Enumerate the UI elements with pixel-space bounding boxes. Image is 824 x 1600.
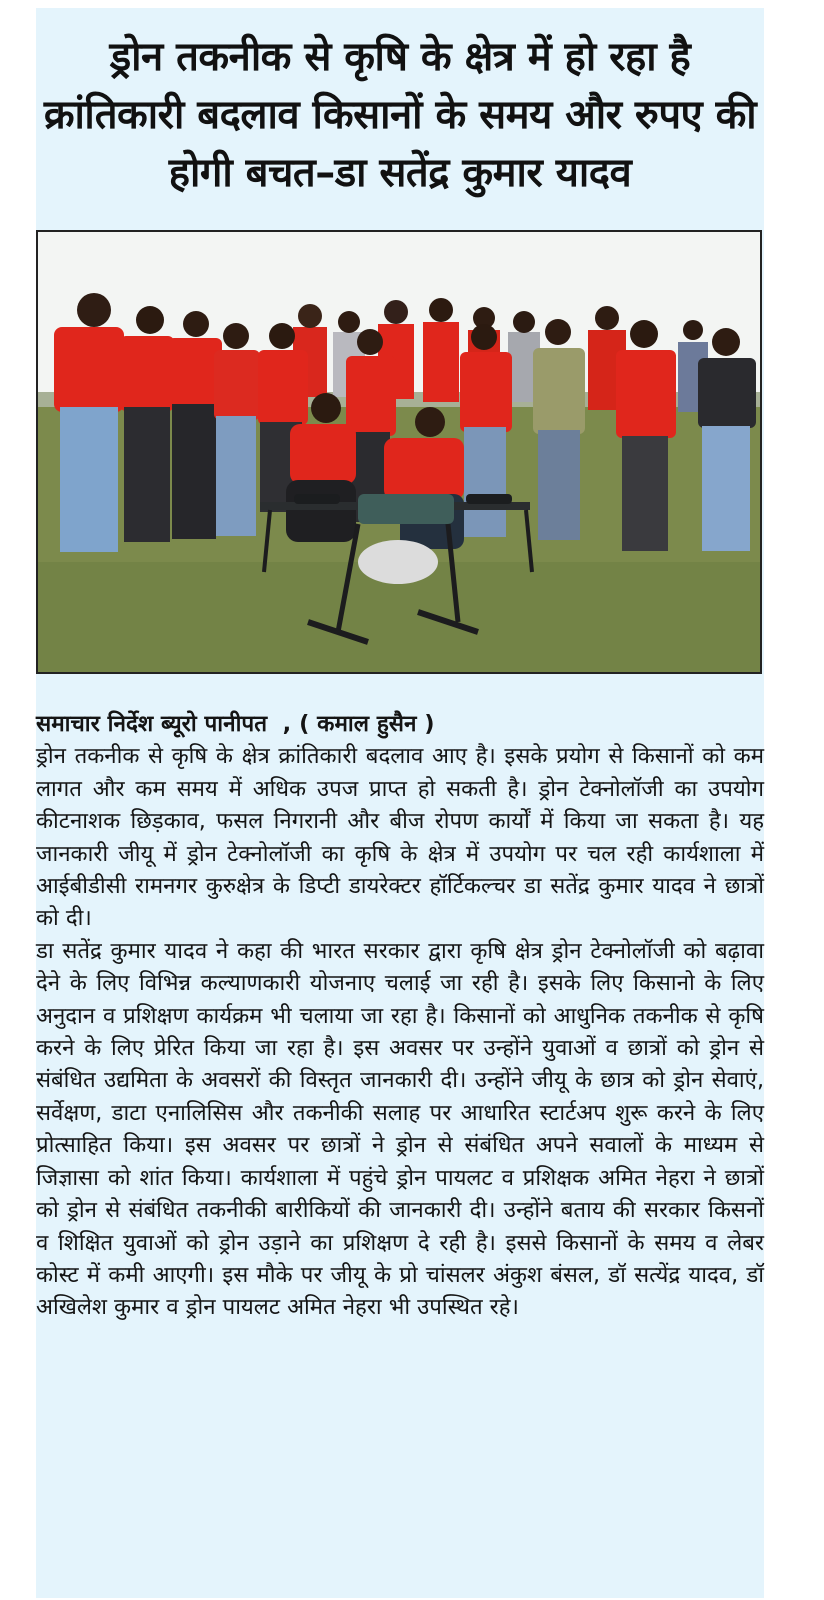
- article-paragraph-2: डा सतेंद्र कुमार यादव ने कहा की भारत सरकार द्वारा कृषि क्षेत्र ड्रोन टेक्नोलॉजी को बढ़ावा देने के लिए विभिन्न कल्याणकारी योजनाए चलाई जा रही है। इसके लिए किसानो के लिए अनुदान व प्रशिक्षण कार्यक्रम भी चलाया जा रहा है। किसानों को आधुनिक तकनीक से कृषि करने के लिए प्रेरित किया जा रहा है। इस अवसर पर उन्होंने युवाओं व छात्रों को ड्रोन से संबंधित उद्यमिता के अवसरों की विस्तृत जानकारी दी। उन्होंने जीयू के छात्र को ड्रोन सेवाएं, सर्वेक्षण, डाटा एनालिसिस और तकनीकी सलाह पर आधारित स्टार्टअप शुरू करने के लिए प्रोत्साहित किया। इस अवसर पर छात्रों ने ड्रोन से संबंधित अपने सवालों के माध्यम से जिज्ञासा को शांत किया। कार्यशाला में पहुंचे ड्रोन पायलट व प्रशिक्षक अमित नेहरा ने छात्रों को ड्रोन से संबंधित तकनीकी बारीकियों की जानकारी दी। उन्होंने बताय की सरकार किसनों व शिक्षित युवाओं को ड्रोन उड़ाने का प्रशिक्षण दे रही है। इससे किसानों के समय व लेबर कोस्ट में कमी आएगी। इस मौके पर जीयू के प्रो चांसलर अंकुश बंसल, डॉ सत्येंद्र यादव, डॉ अखिलेश कुमार व ड्रोन पायलट अमित नेहरा भी उपस्थित रहे।: [36, 937, 764, 1321]
- news-photo: [36, 230, 762, 674]
- article-body: [36, 708, 764, 1324]
- drone-workshop-photo: [38, 232, 760, 672]
- article-paragraph-1: ड्रोन तकनीक से कृषि के क्षेत्र क्रांतिकारी बदलाव आए है। इसके प्रयोग से किसानों को कम लागत और कम समय में अधिक उपज प्राप्त हो सकती है। ड्रोन टेक्नोलॉजी का उपयोग कीटनाशक छिड़काव, फसल निगरानी और बीज रोपण कार्यों में किया जा सकता है। यह जानकारी जीयू में ड्रोन टेक्नोलॉजी का कृषि के क्षेत्र में उपयोग पर चल रही कार्यशाला में आईबीडीसी रामनगर कुरुक्षेत्र के डिप्टी डायरेक्टर हॉर्टिकल्चर डा सतेंद्र कुमार यादव ने छात्रों को दी।: [36, 743, 764, 932]
- byline: समाचार निर्देश ब्यूरो पानीपत , ( कमाल हुसैन ): [36, 711, 435, 737]
- headline: ड्रोन तकनीक से कृषि के क्षेत्र में हो रहा है क्रांतिकारी बदलाव किसानों के समय और रुपए की होगी बचत–डा सतेंद्र कुमार यादव: [43, 34, 757, 196]
- news-clipping: [36, 8, 764, 1598]
